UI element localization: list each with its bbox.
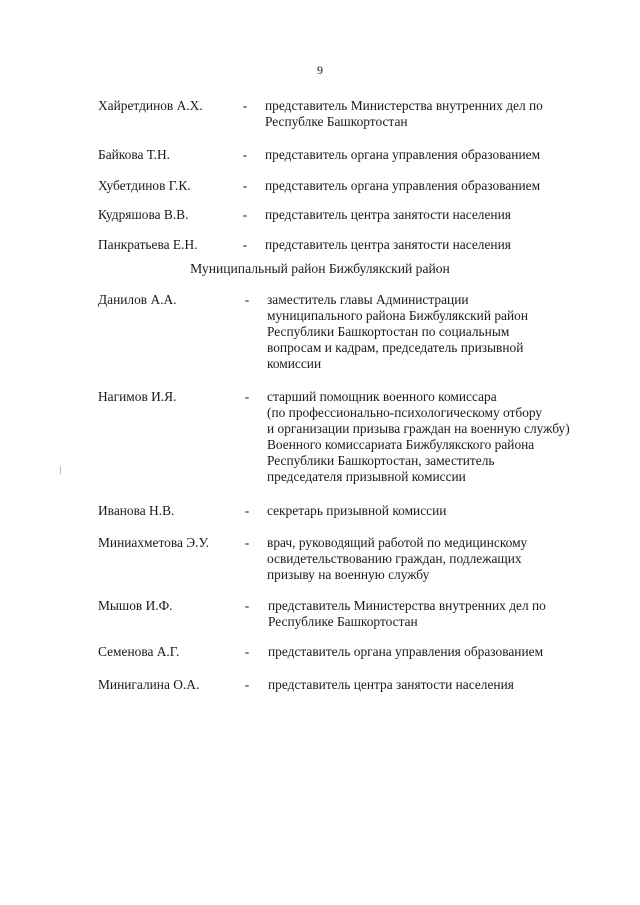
role-line: председателя призывной комиссии — [267, 469, 466, 484]
member-dash: - — [244, 598, 250, 613]
role-line: Республики Башкортостан, заместитель — [267, 453, 495, 468]
role-line: секретарь призывной комиссии — [267, 503, 447, 518]
role-line: представитель Министерства внутренних дел по — [268, 598, 546, 613]
member-role — [265, 207, 511, 223]
member-name: Семенова А.Г. — [98, 644, 180, 659]
member-role — [267, 292, 528, 372]
member-name: Хайретдинов А.Х. — [98, 98, 203, 113]
member-dash: - — [244, 292, 250, 307]
role-line: представитель центра занятости населения — [265, 207, 511, 222]
member-dash: - — [242, 207, 248, 222]
role-line: представитель центра занятости населения — [268, 677, 514, 692]
member-role — [267, 389, 570, 485]
member-name: Кудряшова В.В. — [98, 207, 189, 222]
member-role — [268, 644, 543, 660]
member-dash: - — [244, 503, 250, 518]
member-role — [268, 677, 514, 693]
role-line: представитель Министерства внутренних дел по — [265, 98, 543, 113]
role-line: Республики Башкортостан по социальным — [267, 324, 510, 339]
member-role — [267, 535, 527, 583]
member-role — [267, 503, 446, 519]
member-name: Иванова Н.В. — [98, 503, 175, 518]
role-line: Республке Башкортостан — [265, 114, 408, 129]
member-role — [265, 98, 543, 130]
member-role — [265, 237, 511, 253]
member-name: Минигалина О.А. — [98, 677, 200, 692]
member-name: Байкова Т.Н. — [98, 147, 170, 162]
member-role — [265, 147, 540, 163]
role-line: старший помощник военного комиссара — [267, 389, 497, 404]
member-name: Панкратьева Е.Н. — [98, 237, 198, 252]
member-role — [265, 178, 540, 194]
role-line: (по профессионально-психологическому отбору — [267, 405, 543, 420]
member-dash: - — [244, 644, 250, 659]
role-line: вопросам и кадрам, председатель призывной — [267, 340, 524, 355]
member-dash: - — [242, 178, 248, 193]
role-line: представитель органа управления образованием — [265, 147, 541, 162]
section-title: Муниципальный район Бижбулякский район — [190, 261, 450, 276]
member-name: Миниахметова Э.У. — [98, 535, 210, 550]
role-line: Республике Башкортостан — [268, 614, 418, 629]
scan-mark — [60, 466, 61, 474]
member-dash: - — [242, 98, 248, 113]
member-dash: - — [242, 147, 248, 162]
role-line: освидетельствованию граждан, подлежащих — [267, 551, 522, 566]
role-line: призыву на военную службу — [267, 567, 430, 582]
member-dash: - — [242, 237, 248, 252]
member-dash: - — [244, 389, 250, 404]
role-line: муниципального района Бижбулякский район — [267, 308, 529, 323]
member-name: Хубетдинов Г.К. — [98, 178, 191, 193]
member-name: Мышов И.Ф. — [98, 598, 173, 613]
member-name: Данилов А.А. — [98, 292, 177, 307]
member-role — [268, 598, 546, 630]
role-line: заместитель главы Администрации — [267, 292, 469, 307]
role-line: врач, руководящий работой по медицинскому — [267, 535, 528, 550]
role-line: представитель органа управления образованием — [265, 178, 541, 193]
role-line: представитель органа управления образованием — [268, 644, 544, 659]
role-line: представитель центра занятости населения — [265, 237, 511, 252]
member-name: Нагимов И.Я. — [98, 389, 177, 404]
role-line: комиссии — [267, 356, 322, 371]
member-dash: - — [244, 677, 250, 692]
member-dash: - — [244, 535, 250, 550]
page-number: 9 — [317, 63, 323, 77]
role-line: и организации призыва граждан на военную службу) — [267, 421, 570, 436]
role-line: Военного комиссариата Бижбулякского района — [267, 437, 535, 452]
